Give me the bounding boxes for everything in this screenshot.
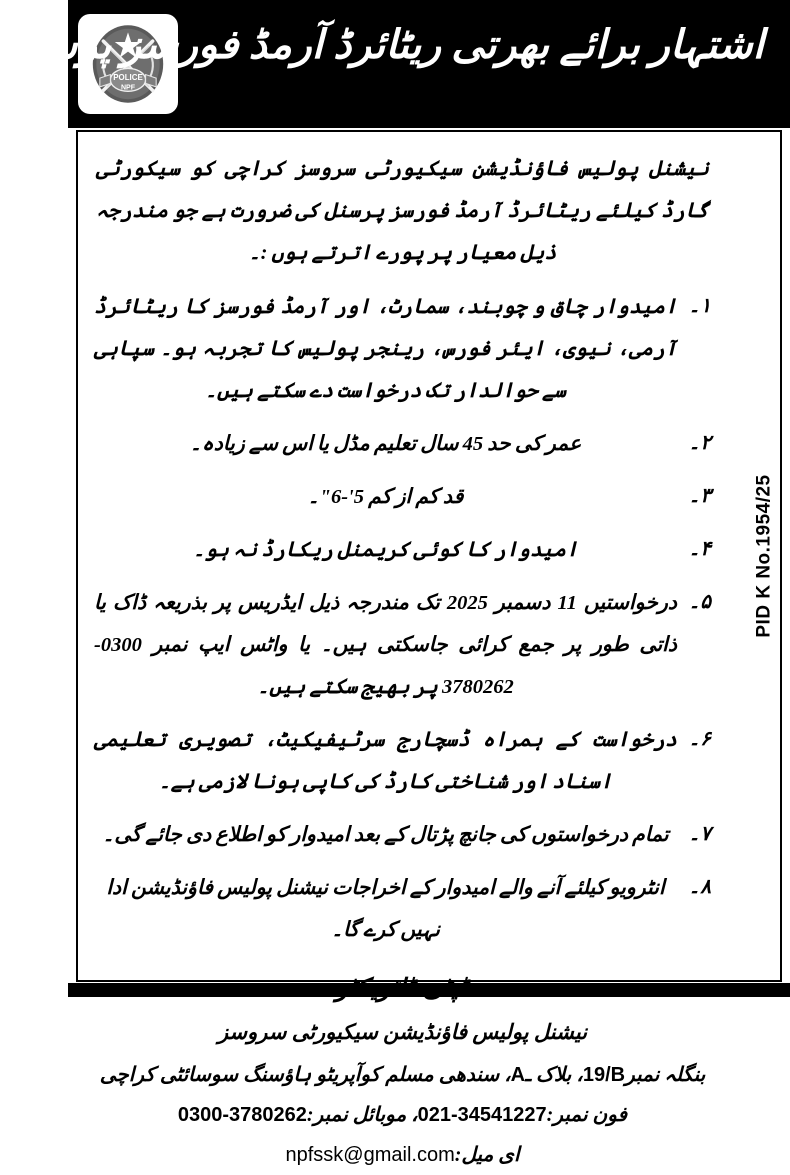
address-suffix: ، سندھی مسلم کوآپریٹو ہاؤسنگ سوسائٹی کراچی xyxy=(99,1064,511,1087)
emblem-police-text: POLICE xyxy=(113,72,143,82)
list-item xyxy=(94,423,711,465)
email-value[interactable]: npfssk@gmail.com xyxy=(285,1144,455,1167)
list-item-number: ۶۔ xyxy=(688,728,711,751)
list-item-number: ۱۔ xyxy=(688,295,711,318)
list-item-number: ۵۔ xyxy=(688,591,711,614)
list-item-text: درخواست کے ہمراہ ڈسچارج سرٹیفیکیٹ، تصویری تعلیمی اسناد اور شناختی کارڈ کی کاپی ہونا لازمی ہے۔ xyxy=(94,729,677,794)
header-banner xyxy=(0,0,790,128)
list-item-number: ۷۔ xyxy=(688,823,711,846)
list-item xyxy=(94,476,711,518)
email-line xyxy=(94,1135,711,1175)
list-item xyxy=(94,867,711,951)
list-item xyxy=(94,286,711,412)
phone-value[interactable]: 021-34541227 xyxy=(417,1104,547,1127)
list-item-number: ۴۔ xyxy=(688,538,711,561)
list-item-text: تمام درخواستوں کی جانچ پڑتال کے بعد امیدوار کو اطلاع دی جائے گی۔ xyxy=(102,824,669,847)
list-item xyxy=(94,529,711,571)
list-item-number: ۲۔ xyxy=(688,432,711,455)
email-label: ای میل: xyxy=(454,1144,520,1167)
signature-block xyxy=(94,969,711,1175)
list-item-number: ۳۔ xyxy=(688,485,711,508)
page-title: اشتہار برائے بھرتی ریٹائرڈ آرمڈ فورسز پرسنل xyxy=(0,22,764,67)
list-item-text: امیدوار چاق و چوبند، سمارٹ، اور آرمڈ فورسز کا ریٹائرڈ آرمی، نیوی، ایئر فورس، رینجر پولیس کا تجربہ ہو۔ سپاہی سے حوالدار تک درخواست دے سکتے ہیں۔ xyxy=(94,296,677,403)
list-item-text: امیدوار کا کوئی کریمنل ریکارڈ نہ ہو۔ xyxy=(192,539,579,562)
list-item xyxy=(94,719,711,803)
address-prefix: بنگلہ نمبر xyxy=(625,1064,706,1087)
address-block: A xyxy=(510,1064,526,1087)
list-item xyxy=(94,814,711,856)
address-line xyxy=(94,1055,711,1095)
list-item-number: ۸۔ xyxy=(688,876,711,899)
list-item-text: درخواستیں 11 دسمبر 2025 تک مندرجہ ذیل ایڈریس پر بذریعہ ڈاک یا ذاتی طور پر جمع کرائی جاسکتی ہیں۔ یا واٹس ایپ نمبر 0300-3780262 پر بھیج سکتے ہیں۔ xyxy=(94,592,677,699)
organization-name: نیشنل پولیس فاؤنڈیشن سیکیورٹی سروسز xyxy=(217,1020,588,1045)
mobile-label: ، موبائل نمبر: xyxy=(306,1104,418,1127)
list-item xyxy=(94,582,711,708)
address-mid: ، بلاک ـ xyxy=(525,1064,583,1087)
content-inner xyxy=(78,132,733,1167)
contact-line xyxy=(94,1095,711,1135)
list-item-text: عمر کی حد 45 سال تعلیم مڈل یا اس سے زیادہ۔ xyxy=(189,433,582,456)
emblem-npf-text: NPF xyxy=(120,84,136,92)
phone-label: فون نمبر: xyxy=(546,1104,628,1127)
address-number: 19/B xyxy=(582,1064,626,1087)
pid-code-text: PID K No.1954/25 xyxy=(754,474,775,638)
pid-code xyxy=(740,130,790,982)
requirements-list xyxy=(94,286,711,951)
list-item-text: قد کم از کم 5'-6"۔ xyxy=(307,486,464,509)
intro-paragraph: نیشنل پولیس فاؤنڈیشن سیکیورٹی سروسز کراچی کو سیکورٹی گارڈ کیلئے ریٹائرڈ آرمڈ فورسز پرسنل کی ضرورت ہے جو مندرجہ ذیل معیار پر پورے اترتے ہوں :۔ xyxy=(96,158,709,265)
content-panel xyxy=(76,130,782,1167)
bottom-bar xyxy=(68,983,790,997)
list-item-text: انٹرویو کیلئے آنے والے امیدوار کے اخراجات نیشنل پولیس فاؤنڈیشن ادا نہیں کرے گا۔ xyxy=(106,877,665,942)
mobile-value[interactable]: 0300-3780262 xyxy=(177,1104,307,1127)
